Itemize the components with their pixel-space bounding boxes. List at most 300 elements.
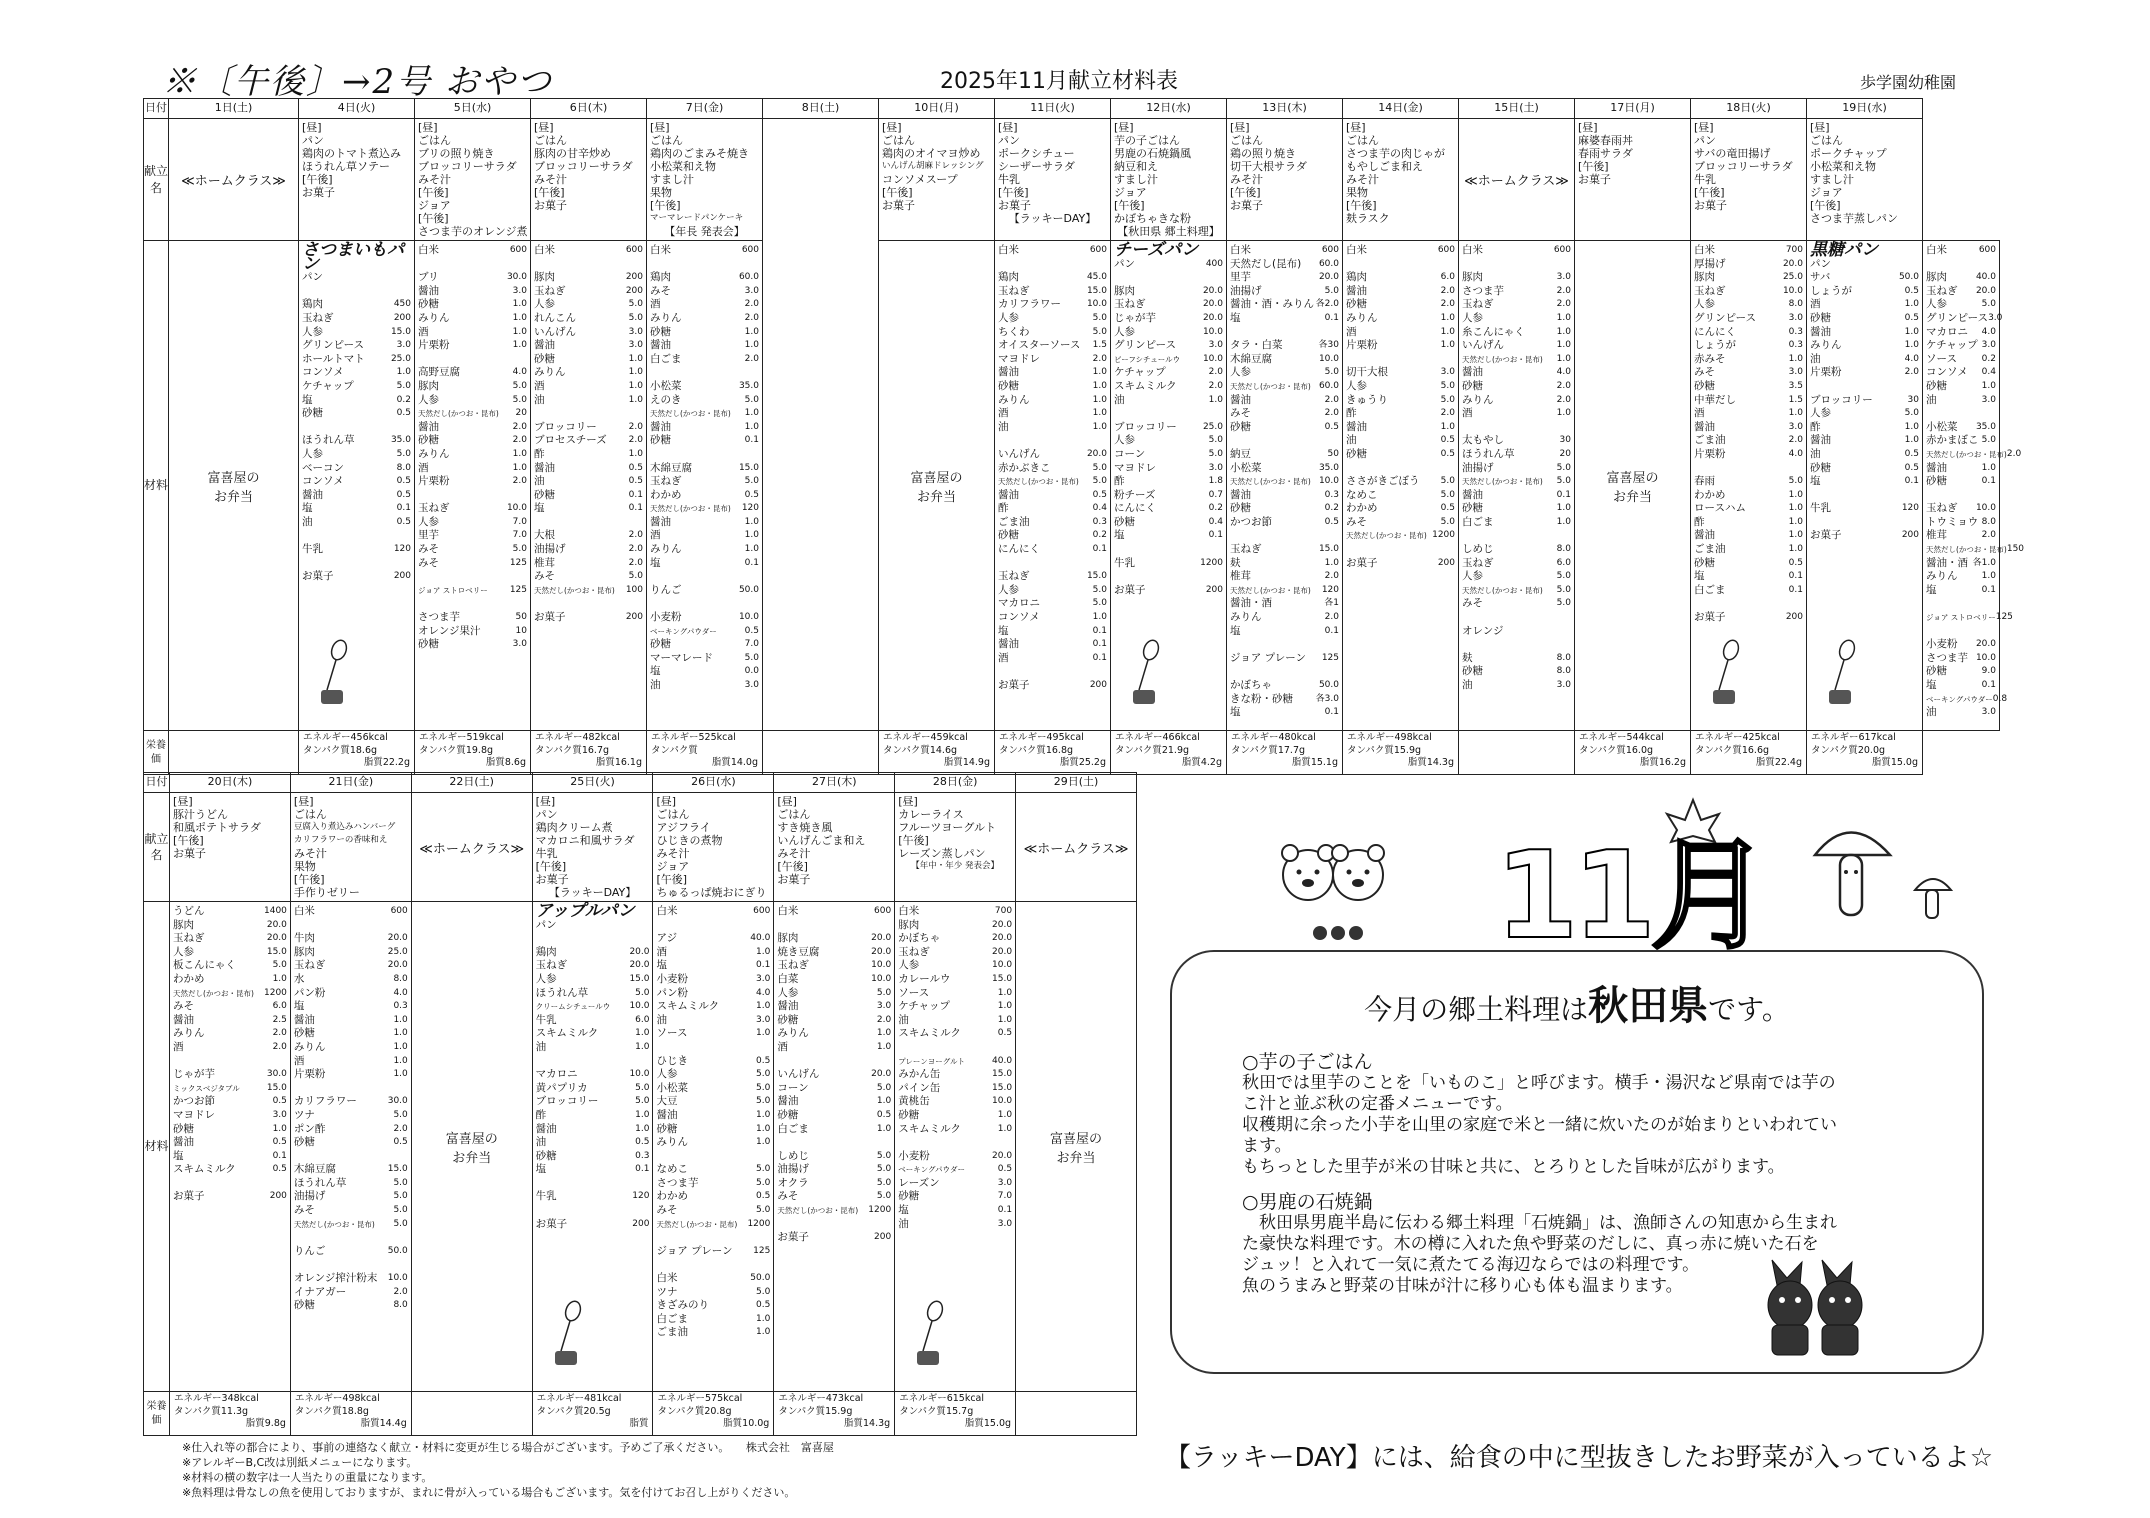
ingredient-name: みりん — [650, 311, 682, 324]
ingredient-amount: 7.0 — [744, 639, 759, 650]
ingredient-amount: 3.0 — [1556, 272, 1571, 283]
ingredient-name: 天然だし(かつお・昆布) — [173, 988, 254, 998]
ingredient-line — [1114, 462, 1223, 476]
ingredient-name: 醤油 — [1230, 488, 1251, 501]
ingredient-amount: 0.5 — [1440, 503, 1455, 514]
ingredient-name: 片栗粉 — [1346, 339, 1378, 352]
row-label-date: 日付 — [144, 773, 170, 793]
ingredient-name: 人参 — [1462, 311, 1483, 324]
ingredient-line — [1230, 652, 1339, 666]
ingredient-name: ほうれん草 — [1462, 447, 1515, 460]
ingredient-amount: 1.0 — [1788, 544, 1803, 555]
ingredient-amount: 200 — [625, 285, 643, 296]
row-label-date: 日付 — [144, 99, 169, 119]
ingredient-name: ブロッコリー — [1810, 393, 1873, 406]
menu-line: ジョア — [1810, 186, 1843, 199]
bento-line-2: お弁当 — [1056, 1150, 1096, 1166]
ingredient-line — [1346, 394, 1455, 408]
ingredient-amount: 1.0 — [1788, 530, 1803, 541]
spoon-icon — [1709, 638, 1761, 708]
ingredient-line — [1230, 693, 1339, 707]
bento-line-1: 富喜屋の — [910, 470, 963, 486]
ingredient-amount: 1.0 — [393, 1014, 408, 1025]
ingredient-name: 酒 — [656, 945, 667, 958]
ingredient-name: 玉ねぎ — [650, 475, 682, 488]
ingredient-amount: 2.0 — [1324, 571, 1339, 582]
dish-line: 秋田では里芋のことを「いものこ」と呼びます。横手・湯沢など県南では芋の — [1242, 1073, 1836, 1093]
ingredient-name: 玉ねぎ — [293, 959, 326, 972]
ingredient-line — [302, 298, 411, 312]
ingredient-name: 塩 — [302, 502, 313, 515]
ingredient-name: 人参 — [534, 298, 555, 311]
ingredient-amount: 0.5 — [876, 1109, 892, 1120]
nutrition-cell — [531, 731, 647, 775]
menu-line: [午後] — [302, 173, 333, 186]
ingredient-amount: 1.0 — [876, 1041, 892, 1052]
ingredient-amount: 2.0 — [1556, 299, 1571, 310]
ingredient-line — [534, 271, 643, 285]
bread-name-handwritten: 黒糖パン — [1810, 240, 1878, 260]
menu-line: 【ラッキーDAY】 — [1008, 212, 1097, 225]
spoon-wrap — [1129, 638, 1181, 708]
ingredient-amount: 10.0 — [992, 1096, 1013, 1107]
ingredient-line — [1926, 489, 1996, 503]
ingredient-line — [1346, 312, 1455, 326]
ingredient-name: 小松菜 — [1230, 461, 1262, 474]
menu-line: ひじきの煮物 — [656, 834, 723, 847]
ingredient-name: 天然だし(かつお・昆布) — [1230, 585, 1311, 595]
ingredient-name: 玉ねぎ — [898, 945, 930, 958]
ingredient-name: なめこ — [656, 1163, 688, 1176]
ingredient-line — [650, 502, 759, 516]
ingredient-amount: 5.0 — [876, 1177, 892, 1188]
ingredient-name: 醤油 — [534, 461, 555, 474]
ingredient-name: ソース — [898, 986, 930, 999]
ingredient-name: 塩 — [1114, 529, 1125, 542]
ingredient-amount: 1.0 — [393, 1028, 408, 1039]
menu-line: [昼] — [882, 121, 902, 134]
menu-line: お菓子 — [777, 873, 811, 886]
ingredient-amount: 30.0 — [387, 1096, 408, 1107]
ingredient-name: ブリ — [418, 271, 439, 284]
ingredient-amount: 0.2 — [396, 394, 411, 405]
ingredient-amount: 1200 — [264, 987, 287, 998]
ingredient-name: 酢 — [1114, 475, 1125, 488]
ingredient-amount: 1.5 — [1092, 340, 1107, 351]
ingredient-name: パン — [535, 918, 557, 931]
ingredient-line — [418, 543, 527, 557]
ingredient-name: 砂糖 — [1230, 420, 1251, 433]
ingredient-line — [656, 1286, 770, 1300]
ingredient-amount: 10.0 — [738, 612, 759, 623]
nutrition-line: 脂質22.4g — [1755, 757, 1802, 768]
nutrition-line: エネルギー459kcal — [883, 732, 968, 743]
ingredient-line — [777, 1163, 891, 1177]
ingredient-name: 人参 — [1694, 298, 1715, 311]
menu-line: [昼] — [650, 121, 670, 134]
ingredient-amount: 各30 — [1318, 340, 1339, 351]
ingredient-line — [898, 1095, 1012, 1109]
ingredient-amount: 4.0 — [1788, 448, 1803, 459]
ingredient-line — [294, 919, 408, 933]
ingredient-amount: 400 — [1205, 258, 1223, 269]
handwritten-note: ※〔午後〕→2号 おやつ — [162, 62, 553, 102]
ingredient-line — [1926, 380, 1996, 394]
menu-line: 【ラッキーDAY】 — [548, 886, 637, 899]
ingredient-line — [536, 1041, 650, 1055]
ingredient-amount: 30 — [1559, 435, 1571, 446]
ingredient-name: 醤油 — [1694, 420, 1715, 433]
ingredient-amount: 10.0 — [1975, 503, 1996, 514]
ingredient-name: ジョア プレーン — [1230, 651, 1306, 664]
ingredient-amount: 20.0 — [992, 1150, 1013, 1161]
ingredient-name: スキムミルク — [1114, 379, 1177, 392]
menu-line: [午後] — [656, 873, 688, 886]
ingredient-name: 塩 — [998, 624, 1009, 637]
ingredient-amount: 20.0 — [1975, 639, 1996, 650]
ingredient-name: 人参 — [898, 959, 920, 972]
ingredient-line — [173, 1068, 287, 1082]
ingredient-cell — [1459, 241, 1575, 731]
ingredient-amount: 1.0 — [744, 421, 759, 432]
ingredient-amount: 0.5 — [272, 1164, 287, 1175]
ingredient-line — [898, 1177, 1012, 1191]
ingredient-line — [898, 932, 1012, 946]
ingredient-line — [1114, 421, 1223, 435]
menu-line: 果物 — [1346, 186, 1368, 199]
ingredient-amount: 20 — [1559, 448, 1571, 459]
ingredient-amount: 5.0 — [512, 394, 527, 405]
ingredient-name: 塩 — [898, 1204, 909, 1217]
ingredient-line — [536, 1163, 650, 1177]
ingredient-amount: 200 — [1901, 530, 1919, 541]
ingredient-line — [1230, 326, 1339, 340]
ingredient-name: 白米 — [418, 244, 439, 256]
ingredient-amount: 15.0 — [992, 973, 1013, 984]
ingredient-amount: 8.0 — [1556, 666, 1571, 677]
ingredient-amount: 1.0 — [997, 1123, 1013, 1134]
ingredient-name: ごま油 — [1694, 434, 1726, 447]
ingredient-line — [173, 973, 287, 987]
ingredient-amount: 8.0 — [1981, 516, 1996, 527]
ingredient-amount: 0.1 — [1324, 625, 1339, 636]
ingredient-line — [656, 919, 770, 933]
ingredient-amount: 1.8 — [1208, 476, 1223, 487]
ingredient-line — [1694, 516, 1803, 530]
menu-line: ごはん — [293, 808, 327, 821]
ingredient-name: ブロッコリー — [1114, 420, 1177, 433]
ingredient-line — [1810, 271, 1919, 285]
ingredient-line — [294, 1272, 408, 1286]
ingredient-amount: 0.5 — [1904, 312, 1919, 323]
ingredient-line — [656, 1000, 770, 1014]
ingredient-line — [1810, 489, 1919, 503]
ingredient-amount: 3.0 — [1440, 367, 1455, 378]
ingredient-line — [898, 905, 1012, 919]
menu-line: 春雨サラダ — [1578, 147, 1633, 160]
ingredient-line — [536, 1204, 650, 1218]
ingredient-amount: 40.0 — [750, 933, 771, 944]
ingredient-line — [302, 516, 411, 530]
ingredient-amount: 1.0 — [756, 1123, 771, 1134]
footnotes — [182, 1440, 834, 1500]
ingredient-name: みそ — [656, 1204, 678, 1217]
menu-cell — [995, 119, 1111, 241]
ingredient-amount: 7.0 — [512, 516, 527, 527]
ingredient-name: みりん — [656, 1136, 688, 1149]
ingredient-amount: 50.0 — [750, 1273, 771, 1284]
ingredient-name: 醤油 — [1346, 420, 1367, 433]
ingredient-name: 白ごま — [1462, 515, 1494, 528]
menu-cell — [532, 793, 653, 902]
ingredient-row — [144, 902, 1137, 1392]
spoon-icon — [551, 1299, 603, 1369]
ingredient-line — [898, 1000, 1012, 1014]
ingredient-amount: 1.0 — [1556, 312, 1571, 323]
ingredient-name: 砂糖 — [1694, 379, 1715, 392]
menu-line: ごはん — [1346, 134, 1379, 147]
ingredient-line — [534, 326, 643, 340]
ingredient-amount: 3.0 — [1788, 367, 1803, 378]
ingredient-amount: 8.0 — [1556, 544, 1571, 555]
ingredient-name: 豚肉 — [777, 932, 799, 945]
ingredient-amount: 5.0 — [1092, 312, 1107, 323]
ingredient-name: 鶏肉 — [650, 271, 671, 284]
ingredient-line — [650, 326, 759, 340]
ingredient-amount: 5.0 — [512, 380, 527, 391]
ingredient-amount: 0.1 — [1788, 584, 1803, 595]
home-class-cell: ≪ホームクラス≫ — [169, 119, 299, 241]
ingredient-line — [777, 1027, 891, 1041]
ingredient-line — [777, 1068, 891, 1082]
nutrition-line: タンパク質16.6g — [1695, 744, 1770, 756]
menu-line: カレーライス — [898, 808, 964, 821]
ingredient-amount: 1.0 — [1556, 340, 1571, 351]
ingredient-name: 砂糖 — [534, 488, 555, 501]
date-row — [144, 773, 1137, 793]
ingredient-line — [173, 1000, 287, 1014]
ingredient-amount: 5.0 — [744, 394, 759, 405]
ingredient-amount: 3.5 — [1788, 380, 1803, 391]
ingredient-name: 里芋 — [418, 529, 439, 542]
ingredient-amount: 25.0 — [1782, 272, 1803, 283]
menu-line: みそ汁 — [418, 173, 451, 186]
ingredient-name: 白米 — [534, 244, 555, 256]
menu-line: ブロッコリーサラダ — [418, 160, 517, 173]
ingredient-line — [302, 366, 411, 380]
ingredient-amount: 20.0 — [1975, 285, 1996, 296]
ingredient-name: 小麦粉 — [898, 1149, 930, 1162]
ingredient-name: 人参 — [1230, 366, 1251, 379]
ingredient-amount: 4.0 — [1556, 367, 1571, 378]
ingredient-name: 砂糖 — [1114, 515, 1135, 528]
ingredient-name: 天然だし(かつお・昆布) — [1230, 381, 1311, 391]
bento-line-2: お弁当 — [452, 1150, 492, 1166]
menu-line: [昼] — [777, 795, 797, 808]
nutrition-line: タンパク質18.6g — [303, 744, 378, 756]
bento-line-1: 富喜屋の — [445, 1131, 498, 1147]
ingredient-amount: 3.0 — [628, 340, 643, 351]
ingredient-line — [534, 298, 643, 312]
ingredient-line — [777, 1177, 891, 1191]
ingredient-name: みりん — [293, 1040, 326, 1053]
ingredient-amount: 0.5 — [393, 1137, 408, 1148]
ingredient-amount: 5.0 — [1440, 476, 1455, 487]
menu-line: [午後] — [998, 186, 1029, 199]
ingredient-amount: 0.1 — [1092, 652, 1107, 663]
ingredient-amount: 1.0 — [1981, 380, 1996, 391]
ingredient-amount: 5.0 — [1904, 408, 1919, 419]
ingredient-amount: 6.0 — [1440, 272, 1455, 283]
ingredient-line — [1926, 311, 2003, 326]
ingredient-name: ベーコン — [302, 461, 344, 474]
ingredient-line — [1926, 693, 2008, 707]
ingredient-amount: 5.0 — [1556, 598, 1571, 609]
ingredient-name: いんげん — [777, 1068, 820, 1081]
ingredient-line — [650, 258, 759, 272]
nutrition-line: タンパク質17.7g — [1231, 744, 1306, 756]
ingredient-name: 醤油 — [998, 488, 1019, 501]
ingredient-name: 片栗粉 — [418, 475, 450, 488]
ingredient-amount: 5.0 — [396, 448, 411, 459]
ingredient-amount: 5.0 — [756, 1069, 771, 1080]
ingredient-line — [1462, 380, 1571, 394]
ingredient-line — [777, 905, 891, 919]
ingredient-line — [1462, 448, 1571, 462]
ingredient-line — [294, 1095, 408, 1109]
ingredient-amount: 7.0 — [512, 530, 527, 541]
ingredient-line — [656, 959, 770, 973]
menu-line: 牛乳 — [535, 847, 558, 860]
ingredient-line — [998, 448, 1107, 462]
ingredient-line — [1230, 706, 1339, 720]
ingredient-name: 酢 — [535, 1108, 547, 1121]
ingredient-line — [1810, 298, 1919, 312]
ingredient-line — [1926, 502, 1996, 516]
ingredient-line — [294, 1041, 408, 1055]
ingredient-name: 玉ねぎ — [777, 959, 809, 972]
ingredient-amount: 1.0 — [1788, 353, 1803, 364]
ingredient-line — [1230, 489, 1339, 503]
ingredient-name: 酢 — [534, 447, 545, 460]
ingredient-amount: 0.5 — [1092, 489, 1107, 500]
ingredient-amount: 10.0 — [992, 960, 1013, 971]
ingredient-name: みそ — [777, 1190, 799, 1203]
menu-line: [昼] — [998, 121, 1018, 134]
ingredient-amount: 5.0 — [635, 1082, 650, 1093]
ingredient-name: 塩 — [173, 1149, 184, 1162]
ingredient-name: 砂糖 — [1694, 556, 1715, 569]
ingredient-amount: 2.0 — [628, 530, 643, 541]
ingredient-line — [173, 1190, 287, 1204]
ingredient-line — [1346, 543, 1455, 557]
ingredient-amount: 1.0 — [756, 1109, 771, 1120]
ingredient-name: 板こんにゃく — [173, 959, 236, 972]
bento-cell — [879, 241, 995, 731]
ingredient-amount: 5.0 — [756, 1164, 771, 1175]
ingredient-name: 人参 — [656, 1068, 678, 1081]
ingredient-line — [294, 1136, 408, 1150]
ingredient-amount: 5.0 — [1440, 489, 1455, 500]
ingredient-line — [898, 987, 1012, 1001]
ingredient-amount: 600 — [390, 906, 408, 916]
ingredient-cell — [170, 902, 291, 1392]
ingredient-amount: 30.0 — [506, 272, 527, 283]
ingredient-name: きざみのり — [656, 1299, 709, 1312]
ingredient-amount: 20.0 — [629, 946, 650, 957]
ingredient-line — [418, 366, 527, 380]
menu-line: [午後] — [534, 186, 565, 199]
ingredient-name: 玉ねぎ — [535, 959, 568, 972]
ingredient-amount: 600 — [625, 245, 643, 255]
ingredient-amount: 60.0 — [1318, 258, 1339, 269]
ingredient-name: 水 — [293, 972, 305, 985]
ingredient-name: 人参 — [1810, 407, 1831, 420]
ingredient-line — [1230, 584, 1339, 598]
ingredient-name: 人参 — [777, 986, 799, 999]
bear-icon — [1282, 845, 1384, 940]
ingredient-name: みそ — [418, 543, 439, 556]
ingredient-name: ツナ — [293, 1108, 315, 1121]
ingredient-line — [998, 434, 1107, 448]
ingredient-line — [536, 1055, 650, 1069]
ingredient-name: 納豆 — [1230, 447, 1251, 460]
ingredient-line — [1230, 570, 1339, 584]
menu-cell — [170, 793, 291, 902]
ingredient-name: 酒 — [777, 1040, 788, 1053]
menu-line: ポークチャップ — [1810, 147, 1887, 160]
ingredient-line — [1346, 258, 1455, 272]
menu-line: もやしごま和え — [1346, 160, 1423, 173]
ingredient-name: 人参 — [173, 945, 195, 958]
ingredient-name: 天然だし(かつお・昆布) — [998, 477, 1079, 487]
ingredient-line — [656, 1258, 770, 1272]
ingredient-line — [777, 1204, 891, 1218]
ingredient-line — [536, 1123, 650, 1137]
nutrition-cell — [290, 1392, 411, 1436]
ingredient-amount: 50 — [515, 612, 527, 623]
ingredient-name: 白米 — [293, 905, 315, 917]
ingredient-amount: 1.0 — [393, 1055, 408, 1066]
ingredient-amount: 125 — [509, 557, 527, 568]
ingredient-amount: 20.0 — [992, 946, 1013, 957]
ingredient-name: 塩 — [650, 556, 661, 569]
ingredient-amount: 5.0 — [393, 1218, 408, 1229]
ingredient-amount: 1.0 — [1440, 421, 1455, 432]
ingredient-line — [650, 652, 759, 666]
ingredient-line — [1810, 475, 1919, 489]
ingredient-line — [534, 258, 643, 272]
ingredient-line — [302, 557, 411, 571]
ingredient-amount: 1.0 — [272, 973, 287, 984]
ingredient-line — [1462, 475, 1571, 489]
ingredient-name: ささがきごぼう — [1346, 475, 1420, 488]
ingredient-amount: 15.0 — [266, 1082, 287, 1093]
ingredient-line — [1810, 407, 1919, 421]
ingredient-amount: 1.0 — [1788, 503, 1803, 514]
ingredient-line — [656, 1163, 770, 1177]
ingredient-name: 玉ねぎ — [1926, 284, 1958, 297]
ingredient-name: ツナ — [656, 1285, 678, 1298]
menu-line: [昼] — [1694, 121, 1714, 134]
menu-line: [昼] — [1578, 121, 1598, 134]
ingredient-amount: 20.0 — [387, 933, 408, 944]
ingredient-name: 牛乳 — [302, 543, 323, 556]
ingredient-line — [998, 244, 1107, 258]
ingredient-name: ケチャップ — [302, 379, 354, 392]
nutrition-cell — [1459, 731, 1575, 775]
ingredient-line — [1694, 529, 1803, 543]
